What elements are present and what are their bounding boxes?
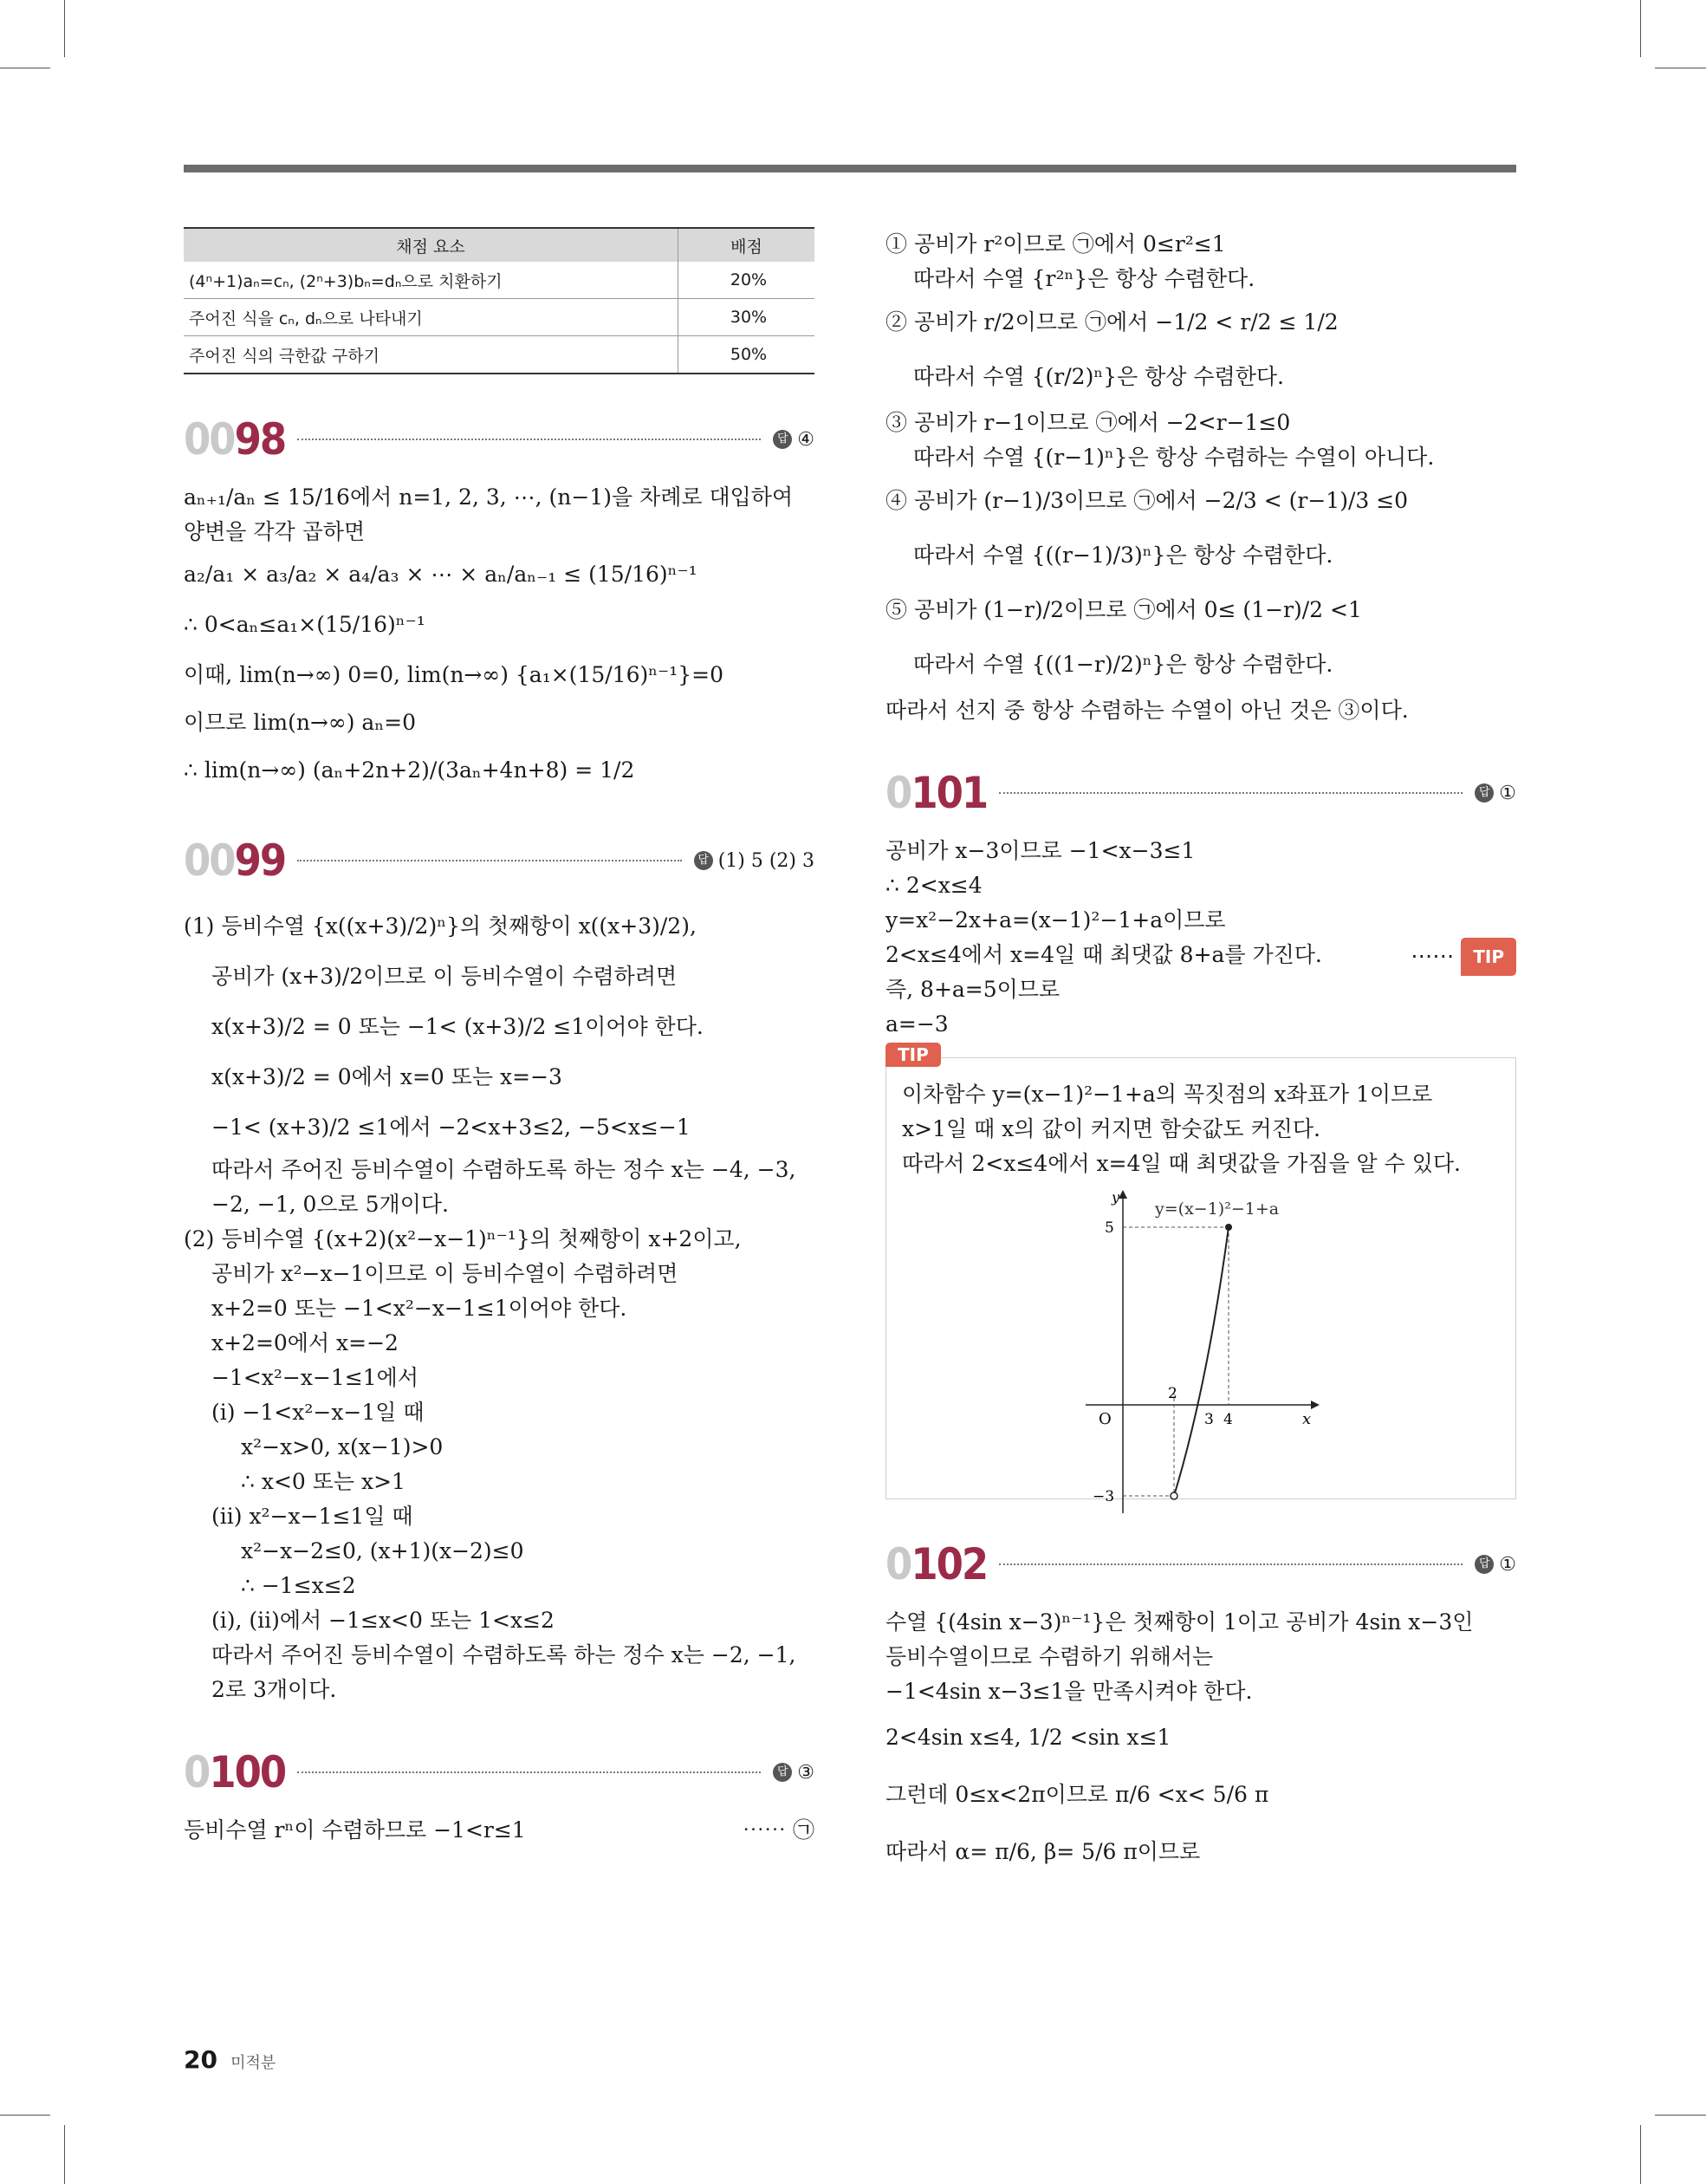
open-endpoint	[1171, 1492, 1177, 1499]
table-row	[184, 336, 814, 374]
y-tick-5: 5	[1105, 1219, 1114, 1237]
leader-dots	[297, 1771, 761, 1773]
table-cell-item: (4ⁿ+1)aₙ=cₙ, (2ⁿ+3)bₙ=dₙ으로 치환하기	[184, 262, 678, 299]
solution-line: 등비수열이므로 수렴하기 위해서는	[885, 1644, 1214, 1669]
page-footer	[184, 2045, 276, 2074]
solution-0099	[184, 901, 814, 1707]
problem-number: 0100	[184, 1747, 286, 1797]
x-tick-3: 3	[1204, 1411, 1214, 1428]
solution-line: ② 공비가 r/2이므로 ㉠에서 −1/2 < r/2 ≤ 1/2	[885, 309, 1339, 335]
scoring-table	[184, 227, 814, 374]
solution-line: ∴ lim(n→∞) (aₙ+2n+2)/(3aₙ+4n+8) = 1/2	[184, 757, 635, 783]
solution-0101	[885, 834, 1516, 1505]
solution-line: 따라서 수열 {(r−1)ⁿ}은 항상 수렴하는 수열이 아니다.	[913, 445, 1435, 470]
problem-header-0100	[184, 1742, 814, 1803]
solution-line: 이므로 lim(n→∞) aₙ=0	[184, 710, 416, 735]
answer-icon: 답	[1475, 783, 1494, 803]
answer-icon: 답	[773, 430, 792, 449]
solution-line: 따라서 선지 중 항상 수렴하는 수열이 아닌 것은 ③이다.	[885, 698, 1409, 723]
curve-label: y=(x−1)²−1+a	[1155, 1199, 1280, 1219]
problem-number: 0099	[184, 835, 286, 886]
problem-header-0102	[885, 1534, 1516, 1595]
solution-line: ∴ x<0 또는 x>1	[241, 1469, 405, 1494]
solution-line: 공비가 x−3이므로 −1<x−3≤1	[885, 838, 1196, 863]
tip-badge: TIP	[885, 1043, 941, 1067]
tip-badge: TIP	[1461, 938, 1516, 976]
solution-line: a=−3	[885, 1011, 949, 1037]
table-cell-points: 50%	[678, 336, 815, 374]
origin-label: O	[1099, 1410, 1112, 1428]
x-axis-arrow	[1311, 1401, 1320, 1409]
answer: 답 ①	[1475, 783, 1516, 804]
solution-line: (ⅰ) −1<x²−x−1일 때	[211, 1400, 425, 1425]
table-header-item: 채점 요소	[184, 228, 678, 262]
solution-0102	[885, 1605, 1516, 1881]
table-cell-item: 주어진 식을 cₙ, dₙ으로 나타내기	[184, 299, 678, 336]
answer-icon: 답	[694, 851, 713, 870]
solution-line: 2로 3개이다.	[211, 1677, 337, 1702]
answer-icon: 답	[1475, 1555, 1494, 1574]
y-axis-label: y	[1112, 1189, 1120, 1206]
solution-0098	[184, 480, 814, 796]
solution-line: ① 공비가 r²이므로 ㉠에서 0≤r²≤1	[885, 231, 1226, 257]
parabola-curve	[1174, 1227, 1229, 1496]
crop-mark	[1640, 2125, 1641, 2184]
answer: 답 (1) 5 (2) 3	[694, 850, 814, 872]
right-column	[885, 227, 1516, 1881]
solution-line: ④ 공비가 (r−1)/3이므로 ㉠에서 −2/3 < (r−1)/3 ≤0	[885, 488, 1409, 513]
solution-line: (ⅱ) x²−x−1≤1일 때	[211, 1504, 413, 1529]
solution-line: y=x²−2x+a=(x−1)²−1+a이므로	[885, 907, 1226, 933]
tip-reference: ⋯⋯ TIP	[1411, 938, 1516, 976]
solution-line: 따라서 수열 {((r−1)/3)ⁿ}은 항상 수렴한다.	[913, 543, 1333, 568]
solution-line: x+2=0 또는 −1<x²−x−1≤1이어야 한다.	[211, 1296, 627, 1321]
y-tick-neg3: −3	[1093, 1488, 1115, 1505]
solution-line: 양변을 각각 곱하면	[184, 519, 366, 544]
solution-line: x²−x−2≤0, (x+1)(x−2)≤0	[241, 1538, 524, 1563]
solution-line: 2<4sin x≤4, 1/2 <sin x≤1	[885, 1725, 1171, 1750]
solution-line: −1<x²−x−1≤1에서	[211, 1365, 418, 1390]
solution-line: −1< (x+3)/2 ≤1에서 −2<x+3≤2, −5<x≤−1	[211, 1115, 691, 1140]
solution-line: ∴ −1≤x≤2	[241, 1573, 356, 1598]
table-cell-points: 20%	[678, 262, 815, 299]
solution-line: 따라서 수열 {(r/2)ⁿ}은 항상 수렴한다.	[913, 364, 1284, 389]
solution-line: x²−x>0, x(x−1)>0	[241, 1434, 444, 1459]
crop-mark	[64, 0, 65, 57]
table-cell-points: 30%	[678, 299, 815, 336]
problem-number: 0098	[184, 414, 286, 465]
leader-dots	[297, 439, 761, 440]
solution-line: 따라서 주어진 등비수열이 수렴하도록 하는 정수 x는 −4, −3,	[211, 1157, 796, 1182]
solution-line: aₙ₊₁/aₙ ≤ 15/16에서 n=1, 2, 3, ⋯, (n−1)을 차례로 대입하여	[184, 484, 794, 510]
page-number: 20	[184, 2045, 217, 2074]
solution-line: (2) 등비수열 {(x+2)(x²−x−1)ⁿ⁻¹}의 첫째항이 x+2이고,	[184, 1226, 742, 1251]
solution-line: 즉, 8+a=5이므로	[885, 977, 1061, 1002]
solution-line: 수열 {(4sin x−3)ⁿ⁻¹}은 첫째항이 1이고 공비가 4sin x−3인	[885, 1609, 1474, 1635]
solution-line: ⑤ 공비가 (1−r)/2이므로 ㉠에서 0≤ (1−r)/2 <1	[885, 597, 1362, 622]
crop-mark	[64, 2125, 65, 2184]
solution-line: 등비수열 rⁿ이 수렴하므로 −1<r≤1 ⋯⋯ ㉠	[184, 1813, 814, 1848]
table-row	[184, 262, 814, 299]
table-row	[184, 299, 814, 336]
tip-box	[885, 1044, 1516, 1505]
x-axis-label: x	[1302, 1410, 1312, 1428]
leader-dots	[999, 792, 1463, 794]
solution-line: 그런데 0≤x<2π이므로 π/6 <x< 5/6 π	[885, 1782, 1269, 1807]
table-header-points: 배점	[678, 228, 815, 262]
x-tick-4: 4	[1223, 1411, 1233, 1428]
solution-line: ③ 공비가 r−1이므로 ㉠에서 −2<r−1≤0	[885, 410, 1291, 435]
header-rule	[184, 165, 1516, 172]
problem-header-0101	[885, 763, 1516, 823]
solution-line: 이때, lim(n→∞) 0=0, lim(n→∞) {a₁×(15/16)ⁿ⁻¹}=0	[184, 662, 724, 687]
solution-line: ∴ 0<aₙ≤a₁×(15/16)ⁿ⁻¹	[184, 612, 425, 637]
solution-line: a₂/a₁ × a₃/a₂ × a₄/a₃ × ⋯ × aₙ/aₙ₋₁ ≤ (15/16)ⁿ⁻¹	[184, 562, 697, 587]
solution-line: 따라서 수열 {((1−r)/2)ⁿ}은 항상 수렴한다.	[913, 652, 1333, 677]
solution-line: 2<x≤4에서 x=4일 때 최댓값 8+a를 가진다. ⋯⋯ TIP	[885, 938, 1516, 972]
crop-mark	[1640, 0, 1641, 57]
solution-line: −1<4sin x−3≤1을 만족시켜야 한다.	[885, 1679, 1253, 1704]
solution-line: 공비가 x²−x−1이므로 이 등비수열이 수렴하려면	[211, 1261, 678, 1286]
tip-line: 이차함수 y=(x−1)²−1+a의 꼭짓점의 x좌표가 1이므로	[902, 1082, 1433, 1107]
x-tick-2: 2	[1168, 1385, 1177, 1402]
solution-line: 따라서 수열 {r²ⁿ}은 항상 수렴한다.	[913, 266, 1255, 291]
answer-icon: 답	[773, 1763, 792, 1782]
table-cell-item: 주어진 식의 극한값 구하기	[184, 336, 678, 374]
left-column	[184, 227, 814, 1848]
solution-line: x(x+3)/2 = 0에서 x=0 또는 x=−3	[211, 1064, 562, 1089]
solution-line: 따라서 주어진 등비수열이 수렴하도록 하는 정수 x는 −2, −1,	[211, 1642, 796, 1667]
answer: 답 ④	[773, 429, 814, 451]
crop-mark	[0, 2115, 50, 2116]
reference-mark: ⋯⋯ ㉠	[743, 1817, 814, 1843]
problem-header-0098	[184, 409, 814, 470]
answer: 답 ③	[773, 1762, 814, 1784]
solution-line: (1) 등비수열 {x((x+3)/2)ⁿ}의 첫째항이 x((x+3)/2),	[184, 913, 697, 939]
problem-number: 0102	[885, 1539, 988, 1589]
solution-line: 공비가 (x+3)/2이므로 이 등비수열이 수렴하려면	[211, 964, 678, 989]
solution-0100-cont	[885, 227, 1516, 728]
solution-line: 따라서 α= π/6, β= 5/6 π이므로	[885, 1839, 1201, 1864]
y-axis-arrow	[1119, 1190, 1127, 1199]
parabola-graph	[904, 1188, 1502, 1518]
tip-line: x>1일 때 x의 값이 커지면 함숫값도 커진다.	[902, 1116, 1320, 1141]
closed-endpoint	[1225, 1224, 1232, 1231]
leader-dots	[297, 860, 681, 861]
problem-header-0099	[184, 830, 814, 891]
table-header-row	[184, 228, 814, 262]
crop-mark	[1655, 2115, 1706, 2116]
problem-number: 0101	[885, 768, 988, 818]
answer: 답 ①	[1475, 1554, 1516, 1576]
solution-line: −2, −1, 0으로 5개이다.	[211, 1192, 449, 1217]
solution-line: x(x+3)/2 = 0 또는 −1< (x+3)/2 ≤1이어야 한다.	[211, 1014, 704, 1039]
leader-dots	[999, 1563, 1463, 1565]
solution-line: x+2=0에서 x=−2	[211, 1330, 399, 1355]
solution-line: ∴ 2<x≤4	[885, 873, 983, 898]
subject-label: 미적분	[230, 2054, 276, 2072]
solution-line: (ⅰ), (ⅱ)에서 −1≤x<0 또는 1<x≤2	[211, 1608, 555, 1633]
tip-line: 따라서 2<x≤4에서 x=4일 때 최댓값을 가짐을 알 수 있다.	[902, 1151, 1461, 1176]
